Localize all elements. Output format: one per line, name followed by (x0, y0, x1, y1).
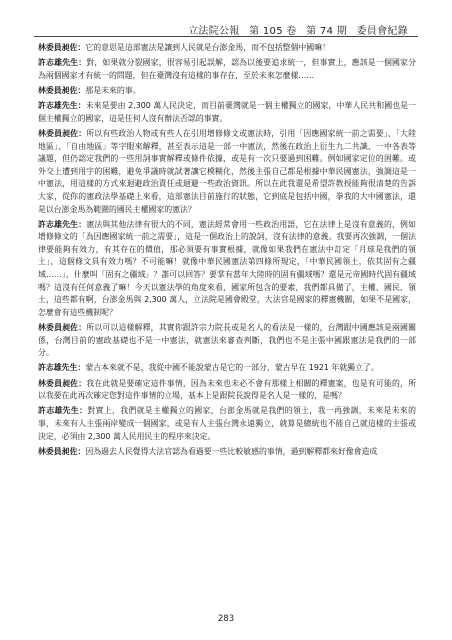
transcript-paragraph (38, 322, 416, 360)
header-divider (34, 36, 418, 37)
transcript-paragraph (38, 362, 416, 375)
page-number: 283 (217, 614, 235, 624)
speaker-name: 許志雄先生： (38, 58, 87, 68)
transcript-paragraph (38, 100, 416, 125)
speech-text: 我在此就是要確定這件事情，因為未來也未必不會有那樣上相關的釋憲案，也是有可能的，所以我要在此再次確定您對這件事情的立場，基本上是跟院長說得是名人是一樣的，是嗎？ (38, 378, 416, 401)
speech-text: 對，如果就分裂國家，很容易引起誤解，認為以後要追求統一，但事實上，應該是一個國家分為兩個國家才有統一的問題，但在臺灣沒有這樣的事存在，至於未來怎麼樣…… (38, 58, 416, 80)
speech-text: 那是未來的事。 (85, 85, 141, 95)
transcript-body (38, 42, 416, 461)
speaker-name: 林委員昶佐： (38, 378, 87, 388)
speech-text: 因為過去人民覺得大法官認為看過要一些比較敏感的事情，過到解釋都來好像會造成 (85, 446, 378, 456)
transcript-paragraph (38, 405, 416, 443)
transcript-paragraph (38, 85, 416, 98)
page-header (182, 22, 408, 37)
issue-number: 第 74 期 (306, 26, 348, 37)
speaker-name: 林委員昶佐： (38, 85, 86, 95)
speech-text: 未來是要由 2,300 萬人民決定，而目前臺灣就是一個主權獨立的國家，中華人民共和國也是一個主權獨立的國家，這是任何人沒有辦法否認的事實。 (38, 101, 416, 123)
volume-number: 第 105 卷 (249, 26, 297, 37)
speaker-name: 許志雄先生： (38, 219, 87, 229)
speech-text: 它的意思是這部憲法是讓到人民就是台澎金馬，而不包括整個中國嘛！ (85, 43, 330, 52)
transcript-paragraph (38, 57, 416, 82)
speaker-name: 林委員昶佐： (38, 128, 87, 138)
speaker-name: 林委員昶佐： (38, 43, 86, 52)
transcript-paragraph (38, 219, 416, 320)
speaker-name: 許志雄先生： (38, 101, 86, 111)
speech-text: 所以有些政治人物或有些人在引用增修條文或憲法時，引用「因應國家統一前之需要」、「大陸地區」、「自由地區」等字眼來解釋，甚至表示這是一部一中憲法，然後在政治上衍生九二共識、一中各表等議題，但仍認定我們的一些用詞事實解釋或條件依據，或是有一次只要過到困難。例如國家定位的困難。或外交上遭到用字的困難，避免爭議時就試著讓它模糊化，然後主張自己都是根據中華民國憲法，強調這是一中憲法，用這樣的方式來迴避政治責任或迴避一些政治資訊。所以在此我還是希望許教授能夠很清楚的告訴大家，從你的憲政法學基礎上來看，這部憲法目前施行的狀態，它到底是包括中國，拳我的大中國憲法，還是以台澎金馬為範圍的國民主權國家的憲法？ (38, 128, 416, 214)
speaker-name: 許志雄先生： (38, 406, 88, 416)
speaker-name: 林委員昶佐： (38, 323, 87, 333)
transcript-paragraph (38, 128, 416, 216)
speaker-name: 許志雄先生： (38, 363, 86, 373)
transcript-paragraph (38, 42, 416, 55)
speech-text: 所以可以這樣解釋，其實你跟許宗力院長或是名人的看法是一樣的，台灣跟中國應該是兩國關係，台灣目前的憲政基礎也不是一中憲法，就憲法來審查判斷，我們也不是主張中國跟憲法是我們的一部分。 (38, 323, 416, 358)
speech-text: 蒙古本來就不是，我從中國不能說蒙古是它的一部分，蒙古早在 1921 年就獨立了。 (85, 363, 379, 373)
transcript-paragraph (38, 378, 416, 403)
speaker-name: 林委員昶佐： (38, 446, 86, 456)
section-name: 委員會紀錄 (356, 26, 408, 37)
speech-text: 對實上，我們就是主權獨立的國家，台澎金馬就是我們的領土，我一再強調，未來是未來的事，未來有人主張兩岸變成一個國家，或是有人主張台灣永遠獨立，就算是總統也不能自己就這樣的主張或決定，必須由 2,300 萬人民用民主的程序來決定。 (38, 406, 416, 441)
publication-name: 立法院公報 (188, 26, 240, 37)
speech-text: 憲法與其他法律有很大的不同，憲法經常會用一些政治用語，它在法律上是沒有意義的，例如增修條文的「為因應國家統一前之需要」，這是一個政治上的說詞，沒有法律的意義。我要再次強調，一個法律要能夠有效力，有其存在的價值，那必須要有事實根據，就像如果我們在憲法中訂定「月球是我們的領土」，這個條文具有效力嗎？不可能嘛！就像中華民國憲法第四條所規定，「中華民國領土，依其固有之疆域……」，什麼叫「固有之疆域」？誰可以回答？要掌有當年大陸時的固有疆域嗎？還是元帝國時代固有疆域嗎？這沒有任何意義了嘛！今天以憲法學的角度來看，國家所包含的要素，我們都具備了，主權、國民、領土，這些都有啊，台澎金馬與 2,300 萬人，立法院是國會殿堂，大法官是國家的釋憲機關，如果不是國家，怎麼會有這些機制呢？ (38, 219, 416, 317)
transcript-paragraph (38, 446, 416, 459)
